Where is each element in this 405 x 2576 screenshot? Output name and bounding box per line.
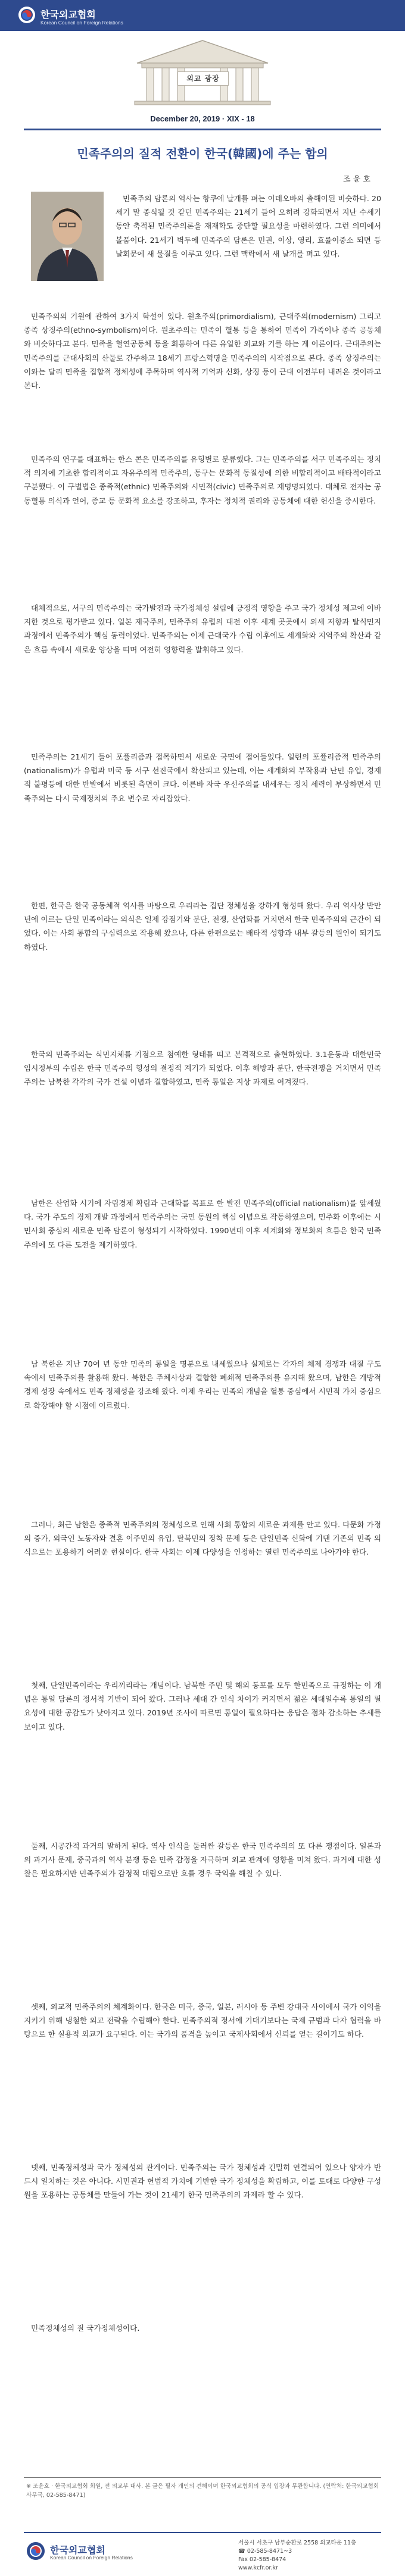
emblem-icon	[18, 6, 36, 24]
paragraph-9: 남 북한은 지난 70여 년 동안 민족의 통일을 명분으로 내세웠으나 실제로는 각자의 체제 경쟁과 대결 구도 속에서 민족주의를 활용해 왔다. 북한은 주체사상과 결합한 폐쇄적 민족주의를 유지해 왔으며, 남한은 개방적 경제 성장 속에서도 민족 정체성을 강조해 왔다. 이제 우리는 민족의 개념을 혈통 중심에서 시민적 가치 중심으로 확장해야 할 시점에 이르렀다.	[24, 1359, 381, 1410]
issue-dateline: December 20, 2019 · XIX - 18	[150, 114, 255, 123]
article-title: 민족주의의 질적 전환이 한국(韓國)에 주는 함의	[77, 146, 328, 161]
footer-fax: Fax 02-585-8474	[238, 2556, 286, 2563]
author-footnote: ※ 조윤호 · 한국외교협회 회원, 전 외교부 대사. 본 글은 필자 개인의 견해이며 한국외교협회의 공식 입장과 무관합니다. (연락처: 한국외교협회 사무국, 02-585-8471)	[26, 2483, 379, 2499]
paragraph-14: 넷째, 민족정체성과 국가 정체성의 관계이다. 민족주의는 국가 정체성과 긴밀히 연결되어 있으나 양자가 반드시 일치하는 것은 아니다. 시민권과 헌법적 가치에 기반한 국가 정체성을 확립하고, 이를 토대로 다양한 구성원을 포용하는 공동체를 만들어 가는 것이 21세기 한국 민족주의의 과제라 할 수 있다.	[24, 2163, 381, 2200]
footer-website-link[interactable]: www.kcfr.or.kr	[238, 2565, 278, 2571]
paragraph-3: 민족주의 연구를 대표하는 한스 콘은 민족주의를 유형별로 분류했다. 그는 민족주의를 서구 민족주의는 정치적 의지에 기초한 합리적이고 자유주의적 민족주의, 동구는 문화적 동질성에 의한 비합리적이고 배타적이라고 구분했다. 이 구별법은 종족적(ethnic) 민족주의와 시민적(civic) 민족주의로 재명명되었다. 대체로 전자는 공동혈통 의식과 언어, 종교 등 문화적 요소를 강조하고, 후자는 정치적 권리와 공동체에 대한 헌신을 중시한다.	[24, 455, 381, 505]
org-name-ko: 한국외교협회	[40, 9, 96, 20]
paragraph-7: 한국의 민족주의는 식민지체를 기점으로 첨예한 형태를 띠고 본격적으로 출현하였다. 3.1운동과 대한민국 임시정부의 수립은 한국 민족주의 형성의 결정적 계기가 되었다. 이후 해방과 분단, 한국전쟁을 거치면서 민족주의는 남북한 각각의 국가 건설 이념과 결합하였고, 민족 통일은 지상 과제로 여겨졌다.	[24, 1050, 381, 1087]
org-logo[interactable]	[18, 5, 197, 29]
column-banner: 외교 광장	[177, 71, 229, 86]
paragraph-4: 대체적으로, 서구의 민족주의는 국가발전과 국가정체성 설립에 긍정적 영향을 주고 국가 정체성 제고에 이바지한 것으로 평가받고 있다. 일본 제국주의, 민족주의 유럽의 대전 이후 세계 곳곳에서 외세 저항과 탈식민지 과정에서 민족주의가 핵심 동력이었다. 민족주의는 이제 근대국가 수립 이후에도 세계화와 지역주의 확산과 같은 흐름 속에서 새로운 양상을 띠며 여전히 영향력을 발휘하고 있다.	[24, 604, 381, 654]
paragraph-15: 민족정체성의 질 국가정체성이다.	[31, 2324, 140, 2333]
paragraph-1: 민족주의 담론의 역사는 항쿠에 날개를 펴는 이데오바의 출해이된 비슷하다. 20세기 말 종식될 것 같던 민족주의는 21세기 들어 오히려 강화되면서 지난 수세기 동안 축적된 민족주의론을 재재학도 중단할 필요성을 마련하였다. 그런 의미에서 볼품이다. 21세기 벽두에 민족주의 담론은 민권, 이상, 영리, 효률이중소 되면 등 날회문에 새 물결을 이루고 있다. 그런 맥락에서 새 날개를 펴고 있다.	[116, 194, 381, 258]
paragraph-5: 민족주의는 21세기 들어 포퓰리즘과 접목하면서 새로운 국면에 접어들었다. 일련의 포퓰리즘적 민족주의(nationalism)가 유럽과 미국 등 서구 선진국에서 확산되고 있는데, 이는 세계화의 부작용과 난민 유입, 경제적 불평등에 대한 반발에서 비롯된 측면이 크다. 이른바 자국 우선주의를 내세우는 정치 세력이 부상하면서 민족주의는 다시 국제정치의 주요 변수로 자리잡았다.	[24, 752, 381, 803]
footer-logo[interactable]	[26, 2539, 193, 2564]
emblem-icon	[26, 2541, 45, 2561]
paragraph-8: 남한은 산업화 시기에 자립경제 확립과 근대화를 목표로 한 발전 민족주의(official nationalism)를 앞세웠다. 국가 주도의 경제 개발 과정에서 민족주의는 국민 동원의 핵심 이념으로 작동하였으며, 민주화 이후에는 시민사회 중심의 새로운 민족 담론이 형성되기 시작하였다. 1990년대 이후 세계화와 정보화의 흐름은 한국 민족주의에 또 다른 도전을 제기하였다.	[24, 1199, 381, 1249]
footnote-divider	[24, 2477, 381, 2478]
footer-divider	[24, 2532, 381, 2533]
footer-org-name-ko: 한국외교협회	[50, 2544, 105, 2556]
header-bar	[0, 0, 405, 31]
paragraph-10: 그러나, 최근 남한은 종족적 민족주의의 정체성으로 인해 사회 통합의 새로운 과제를 안고 있다. 다문화 가정의 증가, 외국인 노동자와 결혼 이주민의 유입, 탈북민의 정착 문제 등은 단일민족 신화에 기댄 기존의 민족 의식으로는 포용하기 어려운 현실이다. 한국 사회는 이제 다양성을 인정하는 열린 민족주의로 나아가야 한다.	[24, 1520, 381, 1557]
author-portrait	[31, 192, 104, 281]
paragraph-13: 셋째, 외교적 민족주의의 체계화이다. 한국은 미국, 중국, 일본, 러시아 등 주변 강대국 사이에서 국가 이익을 지키기 위해 냉철한 외교 전략을 수립해야 한다. 민족주의적 정서에 기대기보다는 국제 규범과 다자 협력을 바탕으로 한 실용적 외교가 요구된다. 이는 국가의 품격을 높이고 국제사회에서 신뢰를 얻는 길이기도 하다.	[24, 2002, 381, 2039]
footer-address: 서울시 서초구 남부순환로 2558 외교타운 11층	[238, 2540, 357, 2546]
footer-contact	[238, 2539, 381, 2572]
paragraph-6: 한편, 한국은 한국 공동체적 역사를 바탕으로 우리라는 집단 정체성을 강하게 형성해 왔다. 우리 역사상 반만년에 이르는 단일 민족이라는 의식은 일제 강점기와 분단, 전쟁, 산업화를 거치면서 한국 민족주의의 근간이 되었다. 이는 사회 통합의 구심력으로 작용해 왔으나, 다른 한편으로는 배타적 성향과 내부 갈등의 원인이 되기도 하였다.	[24, 901, 381, 952]
footer-org-name-en: Korean Council on Foreign Relations	[50, 2555, 133, 2561]
paragraph-12: 둘째, 시공간적 과거의 말하게 된다. 역사 인식을 둘러싼 갈등은 한국 민족주의의 또 다른 쟁점이다. 일본과의 과거사 문제, 중국과의 역사 분쟁 등은 민족 감정을 자극하며 외교 관계에 영향을 미쳐 왔다. 과거에 대한 성찰은 필요하지만 민족주의가 감정적 대립으로만 흐를 경우 국익을 해칠 수 있다.	[24, 1842, 381, 1878]
org-name-en: Korean Council on Foreign Relations	[40, 20, 123, 26]
header-divider	[24, 129, 381, 130]
paragraph-11: 첫째, 단일민족이라는 우리끼리라는 개념이다. 남북한 주민 및 해외 동포를 모두 한민족으로 규정하는 이 개념은 통일 담론의 정서적 기반이 되어 왔다. 그러나 세대 간 인식 차이가 커지면서 젊은 세대일수록 통일의 필요성에 대한 공감도가 낮아지고 있다. 2019년 조사에 따르면 통일이 필요하다는 응답은 점차 감소하는 추세를 보이고 있다.	[24, 1681, 381, 1731]
paragraph-2: 민족주의의 기원에 관하여 3가지 학설이 있다. 원초주의(primordialism), 근대주의(modernism) 그리고 종족 상징주의(ethno-symbolism)이다. 원초주의는 민족이 혈통 등을 통하여 민족이 가족이나 종족 공동체와 비슷하다고 본다. 민족을 혈연공동체 등을 회통하여 다른 유일한 외교와 기를 하는 게 이론이다. 근대주의는 민족주의를 근대사회의 산물로 간주하고 18세기 프랑스혁명을 민족주의의 시작점으로 본다. 종족 상징주의는 이와는 달리 민족을 집합적 정체성에 주목하며 역사적 기억과 신화, 상징 등이 근대 이전부터 내려온 것이라고 본다.	[24, 312, 381, 390]
article-author: 조 윤 호	[343, 175, 370, 184]
footer-tel: ☎ 02-585-8471~3	[238, 2548, 292, 2555]
